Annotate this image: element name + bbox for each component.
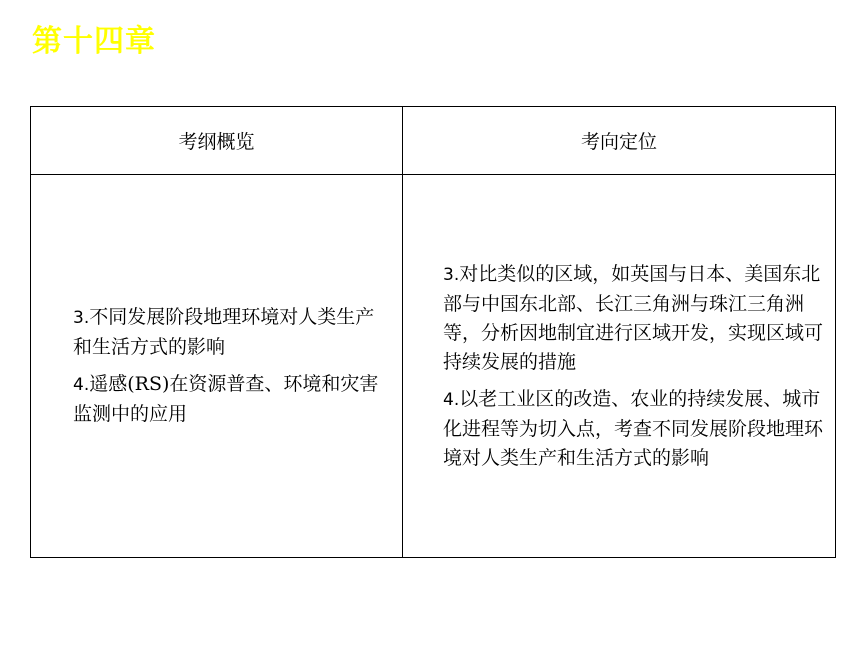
outline-table: [30, 106, 836, 558]
list-item: [443, 385, 827, 473]
item-number: 4.: [443, 389, 460, 410]
item-text: 对比类似的区域，如英国与日本、美国东北部与中国东北部、长江三角洲与珠江三角洲等，分析因地制宜进行区域开发，实现区域可持续发展的措施: [443, 262, 824, 373]
item-text: 不同发展阶段地理环境对人类生产和生活方式的影响: [73, 306, 375, 358]
item-number: 4.: [73, 375, 90, 395]
right-content-cell: [403, 175, 836, 558]
item-text: 遥感(RS)在资源普查、环境和灾害监测中的应用: [73, 373, 379, 425]
header-exam-orientation: 考向定位: [403, 107, 836, 175]
chapter-title: 第十四章: [32, 24, 156, 59]
table-row: [31, 175, 836, 558]
list-item: [73, 370, 392, 429]
list-item: [443, 260, 827, 377]
table-header-row: [31, 107, 836, 175]
item-number: 3.: [443, 264, 460, 285]
item-number: 3.: [73, 308, 90, 328]
header-outline-overview: 考纲概览: [31, 107, 403, 175]
list-item: [73, 303, 392, 362]
left-content-cell: [31, 175, 403, 558]
item-text: 以老工业区的改造、农业的持续发展、城市化进程等为切入点，考查不同发展阶段地理环境对人类生产和生活方式的影响: [443, 387, 824, 469]
